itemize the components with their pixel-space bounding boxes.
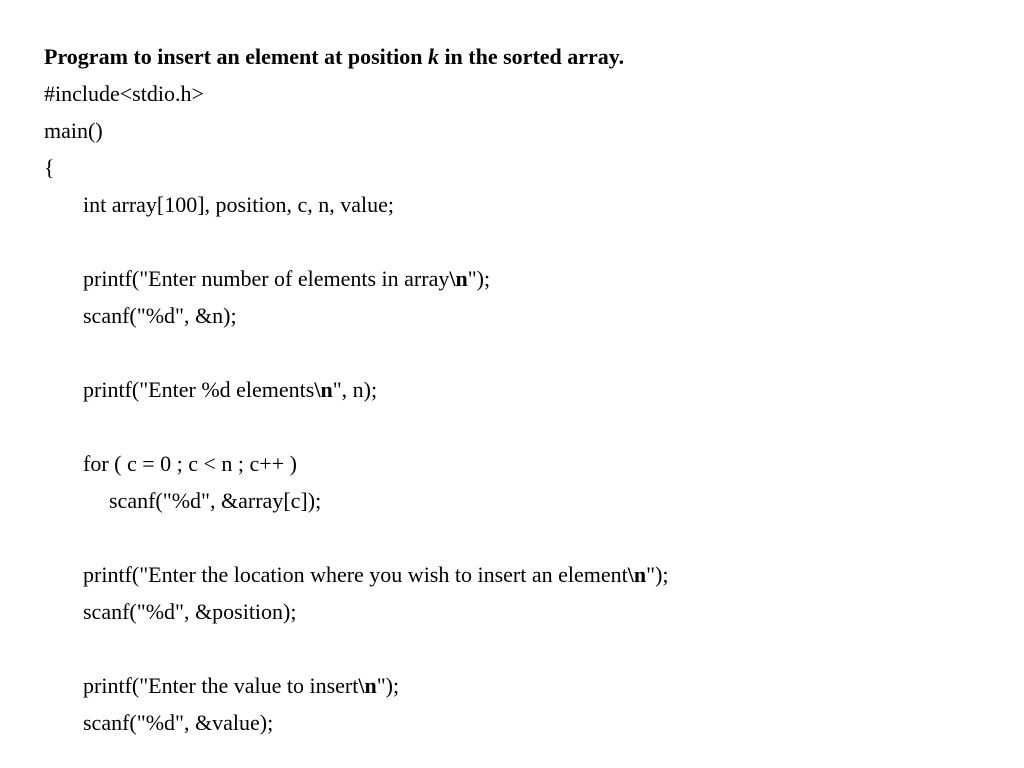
blank-line: [44, 408, 669, 445]
code-line-include: #include<stdio.h>: [44, 81, 204, 106]
newline-escape: \n: [314, 377, 333, 402]
blank-line: [44, 630, 669, 667]
blank-line: [44, 223, 669, 260]
newline-escape: \n: [358, 673, 377, 698]
newline-escape: \n: [449, 266, 468, 291]
code-line-printf-value: [44, 667, 669, 704]
code-line-printf-location: [44, 556, 669, 593]
printf-elements-text: printf("Enter %d elements: [83, 377, 315, 402]
code-line-open-brace: {: [44, 155, 55, 180]
document-title: [44, 38, 669, 75]
printf-value-close: ");: [376, 673, 400, 698]
printf-count-close: ");: [467, 266, 491, 291]
printf-value-text: printf("Enter the value to insert: [83, 673, 359, 698]
printf-count-text: printf("Enter number of elements in array: [83, 266, 450, 291]
title-text-after: in the sorted array.: [438, 44, 625, 69]
code-line-for-loop: for ( c = 0 ; c < n ; c++ ): [83, 451, 297, 476]
code-line-declaration: int array[100], position, c, n, value;: [83, 192, 394, 217]
title-variable: k: [427, 44, 439, 69]
printf-location-text: printf("Enter the location where you wish to insert an element: [83, 562, 628, 587]
blank-line: [44, 519, 669, 556]
code-line-scanf-loop: scanf("%d", &array[c]);: [109, 488, 322, 513]
code-document: [44, 38, 669, 741]
blank-line: [44, 334, 669, 371]
printf-location-close: ");: [646, 562, 669, 587]
code-line-scanf-count: scanf("%d", &n);: [83, 303, 237, 328]
printf-elements-close: ", n);: [332, 377, 378, 402]
newline-escape: \n: [627, 562, 647, 587]
code-line-main: main(): [44, 118, 103, 143]
code-line-scanf-position: scanf("%d", &position);: [83, 599, 297, 624]
code-line-printf-elements: [44, 371, 669, 408]
code-line-printf-count: [44, 260, 669, 297]
title-text-before: Program to insert an element at position: [44, 44, 428, 69]
code-line-scanf-value: scanf("%d", &value);: [83, 710, 274, 735]
